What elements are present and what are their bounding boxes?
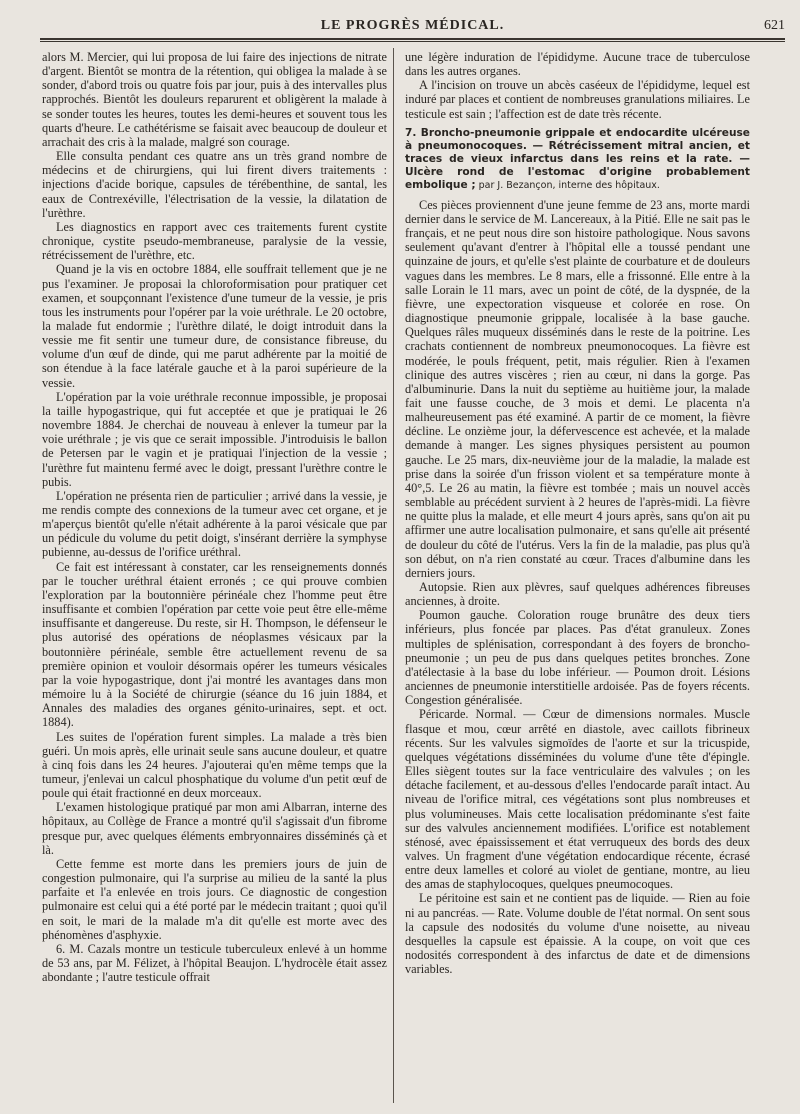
paragraph: Le péritoine est sain et ne contient pas de liquide. — Rien au foie ni au pancréas. — Rate. Volume double de l'état normal. On sent sous la capsule des nodosités du volume d'une noisette, au niveau desquelles la capsule est épaissie. A la coupe, on voit que ces nodosités correspondent à des infarctus de date et de dimensions variables.	[405, 891, 750, 977]
paragraph: Ce fait est intéressant à constater, car les renseignements donnés par le toucher uréthral étaient erronés ; ce qui prouve combien l'exploration par la boutonnière périnéale chez l'homme peut être insuffisante et combien l'opération par cette voie peut être elle-même insuffisante et dangereuse. Du reste, sir H. Thompson, le défenseur le plus autorisé des opérations de néoplasmes vésicaux par la boutonnière périnéale, semble être actuellement revenu de sa première opinion et vouloir désormais opérer les tumeurs vésicales par la voie hypogastrique, dont j'ai montré les avantages dans mon mémoire lu à la Société de chirurgie (séance du 16 juin 1884, et Annales des maladies des organes génito-urinaires, sept. et oct. 1884).	[42, 559, 387, 730]
paragraph: Elle consulta pendant ces quatre ans un très grand nombre de médecins et de chirurgiens, qui lui firent divers traitements : injections d'acide borique, capsules de térébenthine, de santal, les eaux de Contrexéville, l'électrisation de la vessie, la dilatation de l'urèthre.	[42, 149, 387, 220]
paragraph: Cette femme est morte dans les premiers jours de juin de congestion pulmonaire, qui l'a surprise au milieu de la santé la plus parfaite et l'a enlevée en trois jours. Ce diagnostic de congestion pulmonaire est celui qui a été porté par le médecin traitant ; quoi qu'il en soit, le mari de la malade m'a dit qu'elle est morte avec des phénomènes d'asphyxie.	[42, 856, 387, 942]
paragraph: L'examen histologique pratiqué par mon ami Albarran, interne des hôpitaux, au Collège de France a montré qu'il s'agissait d'un fibrome presque pur, avec quelques éléments embryonnaires disséminés çà et là.	[42, 800, 387, 857]
column-divider	[393, 48, 394, 1103]
section-heading-title: 7. Broncho-pneumonie grippale et endocardite ulcéreuse à pneumonocoques. — Rétrécissement mitral ancien, et traces de vieux infarctus dans les reins et la rate. — Ulcère rond de l'estomac d'origine probablement embolique ;	[405, 126, 750, 191]
page-number: 621	[764, 18, 785, 33]
paragraph: Quand je la vis en octobre 1884, elle souffrait tellement que je ne pus l'examiner. Je proposai la chloroformisation pour pratiquer cet examen, et soupçonnant l'existence d'une tumeur de la vessie, je pris tous les instruments pour l'opérer par la voie uréthrale. Le 20 octobre, la malade fut endormie ; l'urèthre dilaté, le doigt introduit dans la vessie me fit sentir une tumeur dure, de consistance fibreuse, du volume d'un œuf de dinde, qui me parut adhérente par la moitié de son étendue à la face latérale gauche et à la paroi supérieure de la vessie.	[42, 262, 387, 390]
paragraph: alors M. Mercier, qui lui proposa de lui faire des injections de nitrate d'argent. Bientôt se montra de la rétention, qui obligea la malade à se sonder, d'abord trois ou quatre fois par jour, puis à des intervalles plus rapprochés. Bientôt les douleurs reparurent et obligèrent la malade à se sonder toutes les heures, toutes les demi-heures et souvent tous les quarts d'heure. Le cathétérisme se faisait avec beaucoup de douleur et arrachait des cris à la malade, malgré son courage.	[42, 50, 387, 149]
paragraph: Ces pièces proviennent d'une jeune femme de 23 ans, morte mardi dernier dans le service de M. Lancereaux, à la Pitié. Elle ne sait pas le français, et ne peut nous dire son histoire pathologique. Nous savons seulement qu'avant d'entrer à l'hôpital elle a toussé pendant une quinzaine de jours, et qu'elle s'est plainte de courbature et de douleurs vagues dans les membres. Le 8 mars, elle a frissonné. Elle entre à la salle Lorain le 11 mars, avec un point de côté, de la dyspnée, de la fièvre, une expectoration visqueuse et colorée en rose. On diagnostique pneumonie grippale, localisée à la base gauche. Quelques râles muqueux disséminés dans le reste de la poitrine. Les crachats contiennent de nombreux pneumonocoques. La fièvre est modérée, le pouls fréquent, petit, mais régulier. Rien à l'examen clinique des autres viscères ; rien au cœur, ni dans la gorge. Pas d'albuminurie. Dans la nuit du septième au huitième jour, la malade fait une fausse couche, de 3 mois et demi. Le placenta n'a malheureusement pas été examiné. A partir de ce moment, la fièvre décline. Le onzième jour, la défervescence est achevée, et la malade demande à manger. Les signes physiques persistent au poumon gauche. Le 25 mars, dix-neuvième jour de la maladie, la malade est prise dans la soirée d'un frisson violent et sa température monte à 40°,5. Le 26 au matin, la fièvre est tombée ; mais un nouvel accès semblable au précédent survient à 2 heures de l'après-midi. La fièvre ne quitte plus la malade, et elle meurt 4 jours après, sans qu'on ait pu affirmer une autre localisation pulmonaire, et sans qu'elle ait présenté de douleur du côté de l'utérus. Vers la fin de la maladie, pas plus qu'à son début, on n'a rien constaté au cœur. Traces d'albumine dans les derniers jours.	[405, 197, 750, 580]
paragraph: Poumon gauche. Coloration rouge brunâtre des deux tiers inférieurs, plus foncée par places. Pas d'état granuleux. Zones multiples de splénisation, correspondant à des foyers de broncho-pneumonie ; un peu de pus dans quelques petites bronches. Zone d'atélectasie à la base du lobe inférieur. — Poumon droit. Lésions anciennes de pneumonie interstitielle ardoisée. Pas de foyers récents. Congestion généralisée.	[405, 608, 750, 708]
paragraph: une légère induration de l'épididyme. Aucune trace de tuberculose dans les autres organes.	[405, 50, 750, 79]
paragraph: Péricarde. Normal. — Cœur de dimensions normales. Muscle flasque et mou, cœur arrêté en diastole, avec caillots fibrineux récents. Sur les valvules sigmoïdes de l'aorte et sur la tricuspide, quelques végétations disséminées du volume d'une tête d'épingle. Elles siègent toutes sur la face ventriculaire des valvules ; on les détache facilement, et au-dessous d'elles l'endocarde paraît intact. Au niveau de l'orifice mitral, ces végétations sont plus nombreuses et plus volumineuses. Mais cette localisation prédominante s'est faite sur des valvules anciennement modifiées. L'orifice est notablement sténosé, avec épaississement et état verruqueux des bords des deux valves. Un fragment d'une végétation endocardique récente, écrasé entre deux lamelles et coloré au violet de gentiane, montre, au lieu des amas de staphylocoques, quelques pneumocoques.	[405, 707, 750, 892]
paragraph: Les diagnostics en rapport avec ces traitements furent cystite chronique, cystite pseudo-membraneuse, paralysie de la vessie, rétrécissement de l'urèthre, etc.	[42, 219, 387, 263]
section-heading-author: par J. Bezançon, interne des hôpitaux.	[475, 179, 660, 191]
paragraph: A l'incision on trouve un abcès caséeux de l'épididyme, lequel est induré par places et contient de nombreuses granulations miliaires. Le testicule est sain ; l'affection est de date très récente.	[405, 78, 750, 121]
paragraph: L'opération ne présenta rien de particulier ; arrivé dans la vessie, je me rendis compte des connexions de la tumeur avec cet organe, et je m'aperçus bientôt qu'elle n'était adhérente à la paroi vésicale que par un pédicule du volume du petit doigt, s'insérant derrière la symphyse pubienne, au-dessus de l'orifice uréthral.	[42, 488, 387, 560]
section-heading	[405, 127, 750, 192]
left-column	[42, 50, 387, 1102]
paragraph: Autopsie. Rien aux plèvres, sauf quelques adhérences fibreuses anciennes, à droite.	[405, 580, 750, 609]
paragraph: 6. M. Cazals montre un testicule tuberculeux enlevé à un homme de 53 ans, par M. Félizet, à l'hôpital Beaujon. L'hydrocèle était assez abondante ; l'autre testicule offrait	[42, 941, 387, 985]
running-title: LE PROGRÈS MÉDICAL.	[320, 18, 505, 33]
header-rule-thick	[40, 38, 785, 40]
page-header	[40, 18, 785, 40]
paragraph: L'opération par la voie uréthrale reconnue impossible, je proposai la taille hypogastrique, qui fut acceptée et que je pratiquai le 26 novembre 1884. Je cherchai de nouveau à enlever la tumeur par la voie uréthrale ; je vis que ce serait impossible. J'introduisis le ballon de Petersen par le vagin et je pratiquai l'injection de la vessie ; l'urèthre fut maintenu fermé avec le doigt, pressant l'urèthre contre le pubis.	[42, 389, 387, 489]
paragraph: Les suites de l'opération furent simples. La malade a très bien guéri. Un mois après, elle urinait seule sans aucune douleur, et quatre à cinq fois dans les 24 heures. J'ajouterai qu'en même temps que la tumeur, j'enlevai un calcul phosphatique du volume d'un petit œuf de poule qui était fractionné en deux morceaux.	[42, 729, 387, 801]
header-rule-thin	[40, 41, 785, 42]
right-column	[405, 50, 750, 1102]
